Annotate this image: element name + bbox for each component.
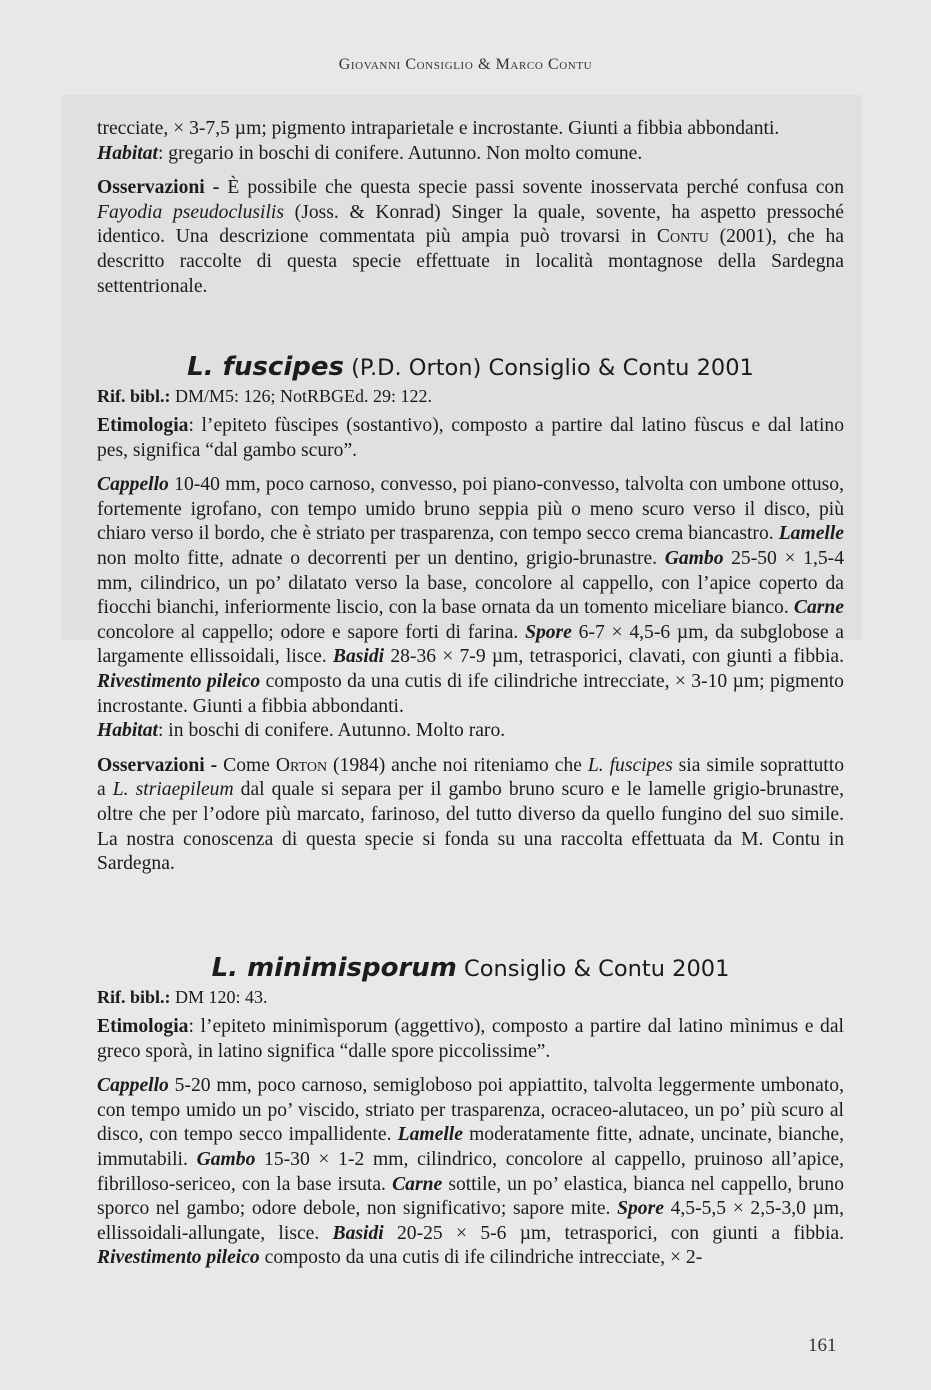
- species-heading-minimisporum: L. minimisporum Consiglio & Contu 2001: [211, 953, 730, 983]
- fuscipes-morphology: Cappello 10-40 mm, poco carnoso, convesso, poi piano-convesso, talvolta con umbone ottuso, fortemente igrofano, con tempo umido bruno seppia più o meno scuro verso il disco, più chiaro verso il bordo, che è striato per trasparenza, con tempo secco crema biancastro. Lamelle non molto fitte, adnate o decorrenti per un dentino, grigio-brunastre. Gambo 25-50 × 1,5-4 mm, cilindrico, un po’ dilatato verso la base, concolore al cappello, con l’apice coperto da fiocchi bianchi, inferiormente liscio, con la base ornata da un tomento miceliare bianco. Carne concolore al cappello; odore e sapore forti di farina. Spore 6-7 × 4,5-6 µm, da subglobose a largamente ellissoidali, lisce. Basidi 28-36 × 7-9 µm, tetrasporici, clavati, con giunti a fibbia. Rivestimento pileico composto da una cutis di ife cilindriche intrecciate, × 3-10 µm; pigmento incrostante. Giunti a fibbia abbondanti.: [97, 474, 844, 717]
- fuscipes-observations: Osservazioni - Come Orton (1984) anche noi riteniamo che L. fuscipes sia simile soprattutto a L. striaepileum dal quale si separa per il gambo bruno scuro e le lamelle grigio-brunastre, oltre che per l’odore più marcato, farinoso, del tutto diverso da quello fungino del suo simile. La nostra conoscenza di questa specie si fonda su una raccolta effettuata da M. Contu in Sardegna.: [97, 754, 844, 875]
- habitat-paragraph: Habitat: gregario in boschi di conifere. Autunno. Non molto comune.: [97, 142, 643, 164]
- minimisporum-etymology: Etimologia: l’epiteto minimìsporum (aggettivo), composto a partire dal latino mìnimus e dal greco sporà, in latino significa “dalle spore piccolissime”.: [97, 1016, 844, 1062]
- minimisporum-description: [97, 1015, 844, 1271]
- fuscipes-references: Rif. bibl.: DM/M5: 126; NotRBGEd. 29: 122.: [97, 386, 433, 406]
- top-section: [97, 117, 844, 309]
- species-heading-fuscipes: L. fuscipes (P.D. Orton) Consiglio & Contu 2001: [187, 352, 754, 382]
- minimisporum-morphology: Cappello 5-20 mm, poco carnoso, semigloboso poi appiattito, talvolta leggermente umbonato, con tempo umido un po’ viscido, striato per trasparenza, ocraceo-alutaceo, un po’ più scuro al disco, con tempo secco impallidente. Lamelle moderatamente fitte, adnate, uncinate, bianche, immutabili. Gambo 15-30 × 1-2 mm, cilindrico, concolore al cappello, pruinoso all’apice, fibrilloso-sericeo, con la base irsuta. Carne sottile, un po’ elastica, bianca nel cappello, bruno sporco nel gambo; odore debole, non significativo; sapore mite. Spore 4,5-5,5 × 2,5-3,0 µm, ellissoidali-allungate, lisce. Basidi 20-25 × 5-6 µm, tetrasporici, con giunti a fibbia. Rivestimento pileico composto da una cutis di ife cilindriche intrecciate, × 2-: [97, 1075, 844, 1269]
- page-number: 161: [808, 1335, 837, 1356]
- running-head: Giovanni Consiglio & Marco Contu: [338, 56, 593, 73]
- fuscipes-habitat: Habitat: in boschi di conifere. Autunno. Molto raro.: [97, 720, 506, 742]
- continued-paragraph: trecciate, × 3-7,5 µm; pigmento intraparietale e incrostante. Giunti a fibbia abbondanti.: [97, 118, 780, 139]
- observations-paragraph: Osservazioni - È possibile che questa specie passi sovente inosservata perché confusa con Fayodia pseudoclusilis (Joss. & Konrad) Singer la quale, sovente, ha aspetto pressoché identico. Una descrizione commentata più ampia può trovarsi in Contu (2001), che ha descritto raccolte di questa specie effettuate in località montagnose della Sardegna settentrionale.: [97, 177, 844, 297]
- fuscipes-etymology: Etimologia: l’epiteto fùscipes (sostantivo), composto a partire dal latino fùscus e dal latino pes, significa “dal gambo scuro”.: [97, 415, 844, 461]
- fuscipes-description: [97, 414, 844, 887]
- minimisporum-references: Rif. bibl.: DM 120: 43.: [97, 987, 268, 1007]
